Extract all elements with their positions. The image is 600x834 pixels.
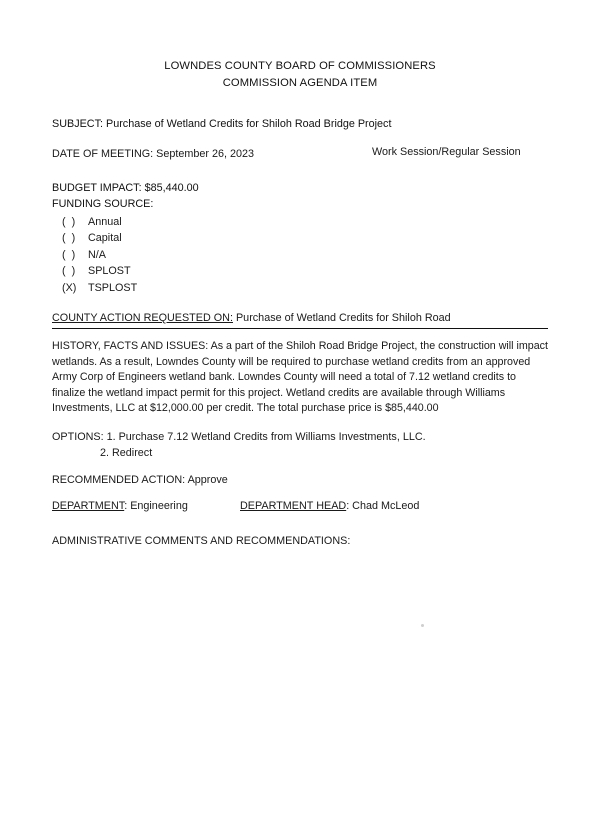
county-action-requested [52,312,548,327]
department-value: : Engineering [124,500,188,513]
administrative-comments-heading: ADMINISTRATIVE COMMENTS AND RECOMMENDATIONS: [52,535,351,548]
department-head-value: : Chad McLeod [346,500,420,513]
subject-block [52,116,548,132]
funding-option-splost[interactable] [62,263,548,279]
header-line-agenda-item: COMMISSION AGENDA ITEM [222,77,378,89]
scan-artifact-dot [421,624,424,627]
date-of-meeting: DATE OF MEETING: September 26, 2023 [52,148,255,160]
subject-line: SUBJECT: Purchase of Wetland Credits for Shiloh Road Bridge Project [52,118,392,130]
checkbox-capital[interactable]: ( ) [62,232,76,245]
agenda-document-page [0,58,600,834]
budget-impact: BUDGET IMPACT: $85,440.00 [52,182,199,194]
department-label: DEPARTMENT [52,500,125,513]
funding-label-tsplost: TSPLOST [88,281,138,294]
funding-option-tsplost[interactable] [62,280,548,296]
document-header [52,58,548,92]
recommended-action: RECOMMENDED ACTION: Approve [52,474,228,487]
county-action-value: Purchase of Wetland Credits for Shiloh Road [232,312,451,325]
checkbox-splost[interactable]: ( ) [62,265,76,278]
section-divider [52,328,548,329]
funding-label-capital: Capital [88,232,122,245]
option-line-1: OPTIONS: 1. Purchase 7.12 Wetland Credits from Williams Investments, LLC. [52,431,426,443]
option-line-2: 2. Redirect [100,446,153,459]
budget-block [52,181,548,296]
funding-source-list [52,214,548,296]
department-field [52,500,188,512]
county-action-label: COUNTY ACTION REQUESTED ON: [52,312,233,325]
checkbox-tsplost[interactable]: (X) [62,281,77,294]
department-head-label: DEPARTMENT HEAD [240,500,347,513]
meeting-row [52,146,548,164]
department-head-field [240,500,419,512]
funding-label-annual: Annual [88,216,122,228]
checkbox-annual[interactable]: ( ) [62,216,76,228]
department-row [52,500,548,518]
funding-source-label: FUNDING SOURCE: [52,197,154,210]
history-facts-issues: HISTORY, FACTS AND ISSUES: As a part of the Shiloh Road Bridge Project, the construction will impact wetlands. As a result, Lowndes County will be required to purchase wetland credits from an approved Army Corp of Engineers wetland bank. Lowndes County will need a total of 7.12 wetland credits to finalize the wetland impact permit for this project. Wetland credits are available through Williams Investments, LLC at $12,000.00 per credit. The total purchase price is $85,440.00 [52,340,548,415]
checkbox-na[interactable]: ( ) [62,248,76,261]
options-block [52,430,548,461]
funding-option-na[interactable] [62,247,548,263]
funding-label-splost: SPLOST [88,265,131,278]
funding-option-capital[interactable] [62,230,548,246]
funding-option-annual[interactable] [62,214,548,230]
header-line-board: LOWNDES COUNTY BOARD OF COMMISSIONERS [164,60,436,72]
funding-label-na: N/A [88,248,106,261]
session-type: Work Session/Regular Session [372,146,521,158]
